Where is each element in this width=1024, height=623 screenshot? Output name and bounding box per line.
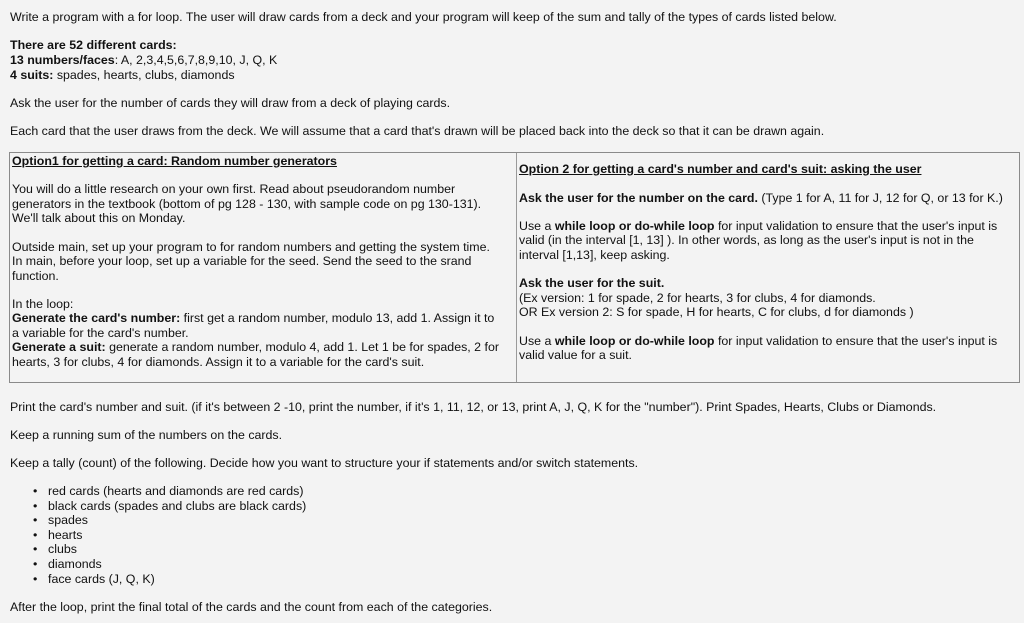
validate-suit-post: for input validation to ensure that the user's input is [714,334,998,348]
bullet-icon: • [33,498,38,513]
tally-intro-text: Keep a tally (count) of the following. Decide how you want to structure your if statements and/or switch statements. [10,456,639,470]
suit-version1: (Ex version: 1 for spade, 2 for hearts, 3 for clubs, 4 for diamonds. [519,291,876,305]
validate-suit-l2: valid value for a suit. [519,348,632,362]
gen-number-cont: a variable for the card's number. [12,326,189,340]
list-item-label: clubs [48,542,77,557]
validate-suit-pre: Use a [519,334,555,348]
validate-number-bold: while loop or do-while loop [554,219,715,233]
list-item-label: red cards (hearts and diamonds are red cards) [48,484,304,498]
loop-label: In the loop: [12,297,74,311]
list-item-label: black cards (spades and clubs are black cards) [48,498,307,513]
bullet-icon: • [33,513,38,528]
validate-suit-line [519,334,1017,349]
option2-title: Option 2 for getting a card's number and card's suit: asking the user [519,162,922,176]
list-item-label: hearts [48,527,83,542]
validate-number-l3: interval [1,13], keep asking. [519,248,670,262]
validate-number-pre: Use a [519,219,555,233]
option1-setup-line: In main, before your loop, set up a variable for the seed. Send the seed to the srand [12,254,472,268]
list-item [33,542,306,557]
bullet-icon: • [33,484,38,498]
list-item [33,571,306,587]
intro-text: Write a program with a for loop. The user will draw cards from a deck and your program will keep of the sum and tally of the types of cards listed below. [10,10,837,24]
ask-suit-label: Ask the user for the suit. [519,276,665,290]
tally-list [10,484,306,586]
ask-number-label: Ask the user for the number on the card. [519,191,758,205]
validate-suit-bold: while loop or do-while loop [554,334,715,348]
suits-value: spades, hearts, clubs, diamonds [53,68,235,82]
validate-number-line [519,219,1017,234]
bullet-icon: • [33,556,38,571]
after-loop-text: After the loop, print the final total of the cards and the count from each of the categories. [10,600,493,614]
gen-number-label: Generate the card's number: [12,311,181,325]
running-sum-text: Keep a running sum of the numbers on the cards. [10,428,283,442]
bullet-icon: • [33,571,38,586]
gen-number-text: first get a random number, modulo 13, add 1. Assign it to [180,311,495,325]
suit-version2: OR Ex version 2: S for spade, H for hearts, C for clubs, d for diamonds ) [519,305,914,319]
gen-number-line [12,311,514,326]
gen-suit-text: generate a random number, modulo 4, add 1. Let 1 be for spades, 2 for [105,340,499,354]
gen-suit-label: Generate a suit: [12,340,106,354]
list-item [33,513,306,528]
options-table [9,152,1020,383]
option1-research-line: We'll talk about this on Monday. [12,211,186,225]
ask-number-line [519,191,1017,206]
validate-number-l2: valid (in the interval [1, 13] ). In other words, as long as the user's input is not in the [519,233,974,247]
replacement-note: Each card that the user draws from the deck. We will assume that a card that's drawn will be placed back into the deck so that it can be drawn again. [10,124,825,138]
option2-cell [517,153,1019,382]
list-item-label: diamonds [48,556,102,571]
suits-line [10,68,1014,83]
gen-suit-line [12,340,514,355]
list-item [33,556,306,572]
cards-heading: There are 52 different cards: [10,38,177,52]
option1-research-line: generators in the textbook (bottom of pg 128 - 130, with sample code on pg 130-131). [12,197,482,211]
list-item-label: face cards (J, Q, K) [48,571,155,586]
list-item [33,527,306,543]
print-card-text: Print the card's number and suit. (if it's between 2 -10, print the number, if it's 1, 11, 12, or 13, print A, J, Q, K for the "number"). Print Spades, Hearts, Clubs or Diamonds. [10,400,937,414]
ask-count-text: Ask the user for the number of cards they will draw from a deck of playing cards. [10,96,451,110]
list-item [33,498,307,514]
gen-suit-cont: hearts, 3 for clubs, 4 for diamonds. Assign it to a variable for the card's suit. [12,355,425,369]
list-item-label: spades [48,513,88,528]
option1-setup-line: Outside main, set up your program to for random numbers and getting the system time. [12,240,490,254]
bullet-icon: • [33,542,38,557]
numbers-line [10,53,1014,68]
ask-number-text: (Type 1 for A, 11 for J, 12 for Q, or 13 for K.) [757,191,1003,205]
suits-label: 4 suits: [10,68,54,82]
bullet-icon: • [33,527,38,542]
numbers-label: 13 numbers/faces [10,53,115,67]
option1-research-line: You will do a little research on your own first. Read about pseudorandom number [12,182,456,196]
list-item [33,484,306,499]
option1-setup-line: function. [12,269,59,283]
option1-title: Option1 for getting a card: Random number generators [12,154,337,168]
option1-cell [10,153,517,382]
numbers-value: : A, 2,3,4,5,6,7,8,9,10, J, Q, K [114,53,278,67]
validate-number-post: for input validation to ensure that the user's input is [714,219,998,233]
